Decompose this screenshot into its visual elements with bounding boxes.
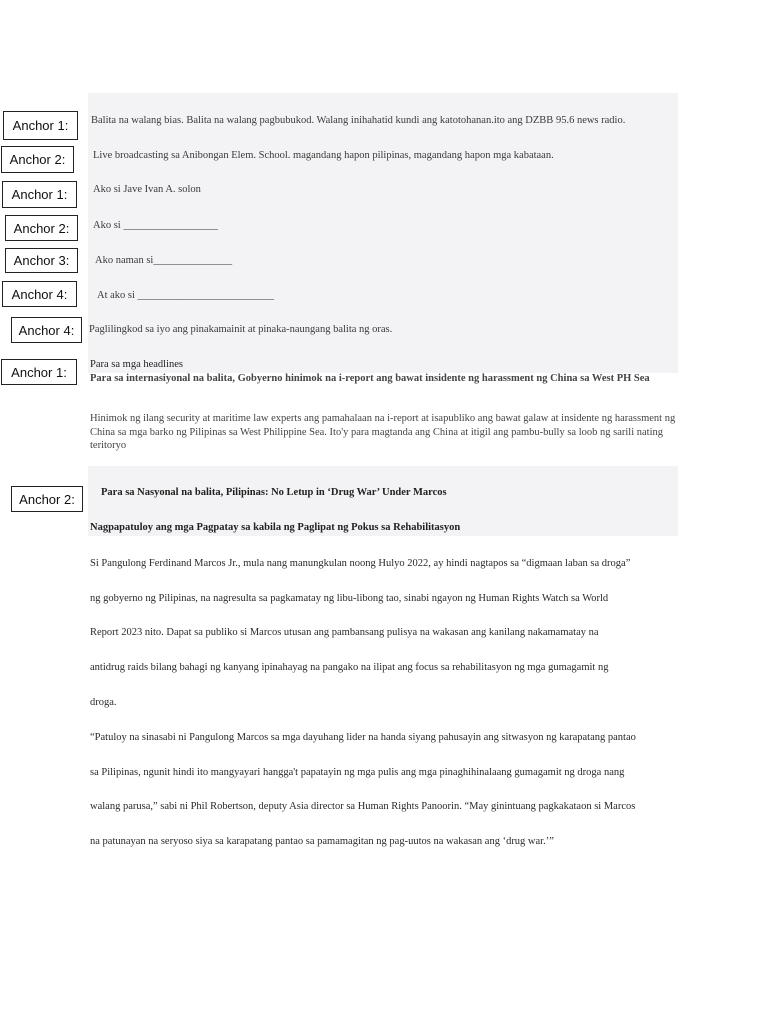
anchor-label: Anchor 4: [2, 281, 77, 307]
script-line-service: Paglilingkod sa iyo ang pinakamainit at pinaka-naungang balita ng oras. [89, 324, 393, 335]
body-line: Si Pangulong Ferdinand Marcos Jr., mula nang manungkulan noong Hulyo 2022, ay hindi nagtapos sa “digmaan laban sa droga” [90, 558, 631, 569]
script-line-anchor-blank: Ako naman si_______________ [95, 255, 233, 266]
body-line: ng gobyerno ng Pilipinas, na nagresulta sa pagkamatay ng libu-libong tao, sinabi ngayon ng Human Rights Watch sa World [90, 593, 609, 604]
body-line: antidrug raids bilang bahagi ng kanyang ipinahayag na pangako na ilipat ang focus sa rehabilitasyon ng mga gumagamit ng [90, 662, 609, 673]
body-line: droga. [90, 697, 117, 708]
body-line: “Patuloy na sinasabi ni Pangulong Marcos sa mga dayuhang lider na handa siyang pahusayin ang sitwasyon ng karapatang pantao [90, 732, 636, 743]
national-headline: Para sa Nasyonal na balita, Pilipinas: No Letup in ‘Drug War’ Under Marcos [101, 487, 447, 498]
script-line-anchor-blank: At ako si __________________________ [97, 290, 275, 301]
body-line: Report 2023 nito. Dapat sa publiko si Marcos utusan ang pambansang pulisya na wakasan ang kanilang nakamamatay na [90, 627, 599, 638]
anchor-label: Anchor 2: [11, 486, 83, 512]
body-line: sa Pilipinas, ngunit hindi ito mangyayari hangga't papatayin ng mga pulis ang mga pinaghihinalaang gumagamit ng droga nang [90, 767, 625, 778]
script-line-broadcast: Live broadcasting sa Anibongan Elem. School. magandang hapon pilipinas, magandang hapon mga kabataan. [93, 150, 554, 161]
anchor-label: Anchor 2: [1, 146, 74, 173]
anchor-label: Anchor 1: [3, 111, 78, 140]
anchor-label: Anchor 2: [5, 215, 78, 241]
international-headline: Para sa internasiyonal na balita, Gobyerno hinimok na i-report ang bawat insidente ng harassment ng China sa West PH Sea [90, 373, 650, 384]
script-line-anchor-blank: Ako si __________________ [93, 220, 218, 231]
anchor-label: Anchor 1: [1, 359, 77, 385]
script-line-intro: Balita na walang bias. Balita na walang pagbubukod. Walang inihahatid kundi ang katotohanan.ito ang DZBB 95.6 news radio. [91, 115, 626, 126]
headlines-intro: Para sa mga headlines [90, 359, 184, 370]
national-subtitle: Nagpapatuloy ang mga Pagpatay sa kabila ng Paglipat ng Pokus sa Rehabilitasyon [90, 522, 461, 533]
body-line: na patunayan na seryoso siya sa karapatang pantao sa pamamagitan ng pag-uutos na wakasan ang ‘drug war.’” [90, 836, 554, 847]
anchor-label: Anchor 4: [11, 317, 82, 343]
international-body: Hinimok ng ilang security at maritime law experts ang pamahalaan na i-report at isapubliko ang bawat galaw at insidente ng harassment ng China sa mga barko ng Pilipinas sa West Philippine Sea. Ito'y para magtanda ang China at itigil ang pambu-bully sa loob ng sarili nating teritoryo [90, 413, 676, 451]
script-line-anchor-name: Ako si Jave Ivan A. solon [93, 184, 201, 195]
anchor-label: Anchor 3: [5, 248, 78, 273]
body-line: walang parusa,” sabi ni Phil Robertson, deputy Asia director sa Human Rights Panoorin. “May ginintuang pagkakataon si Marcos [90, 801, 636, 812]
anchor-label: Anchor 1: [2, 181, 77, 208]
